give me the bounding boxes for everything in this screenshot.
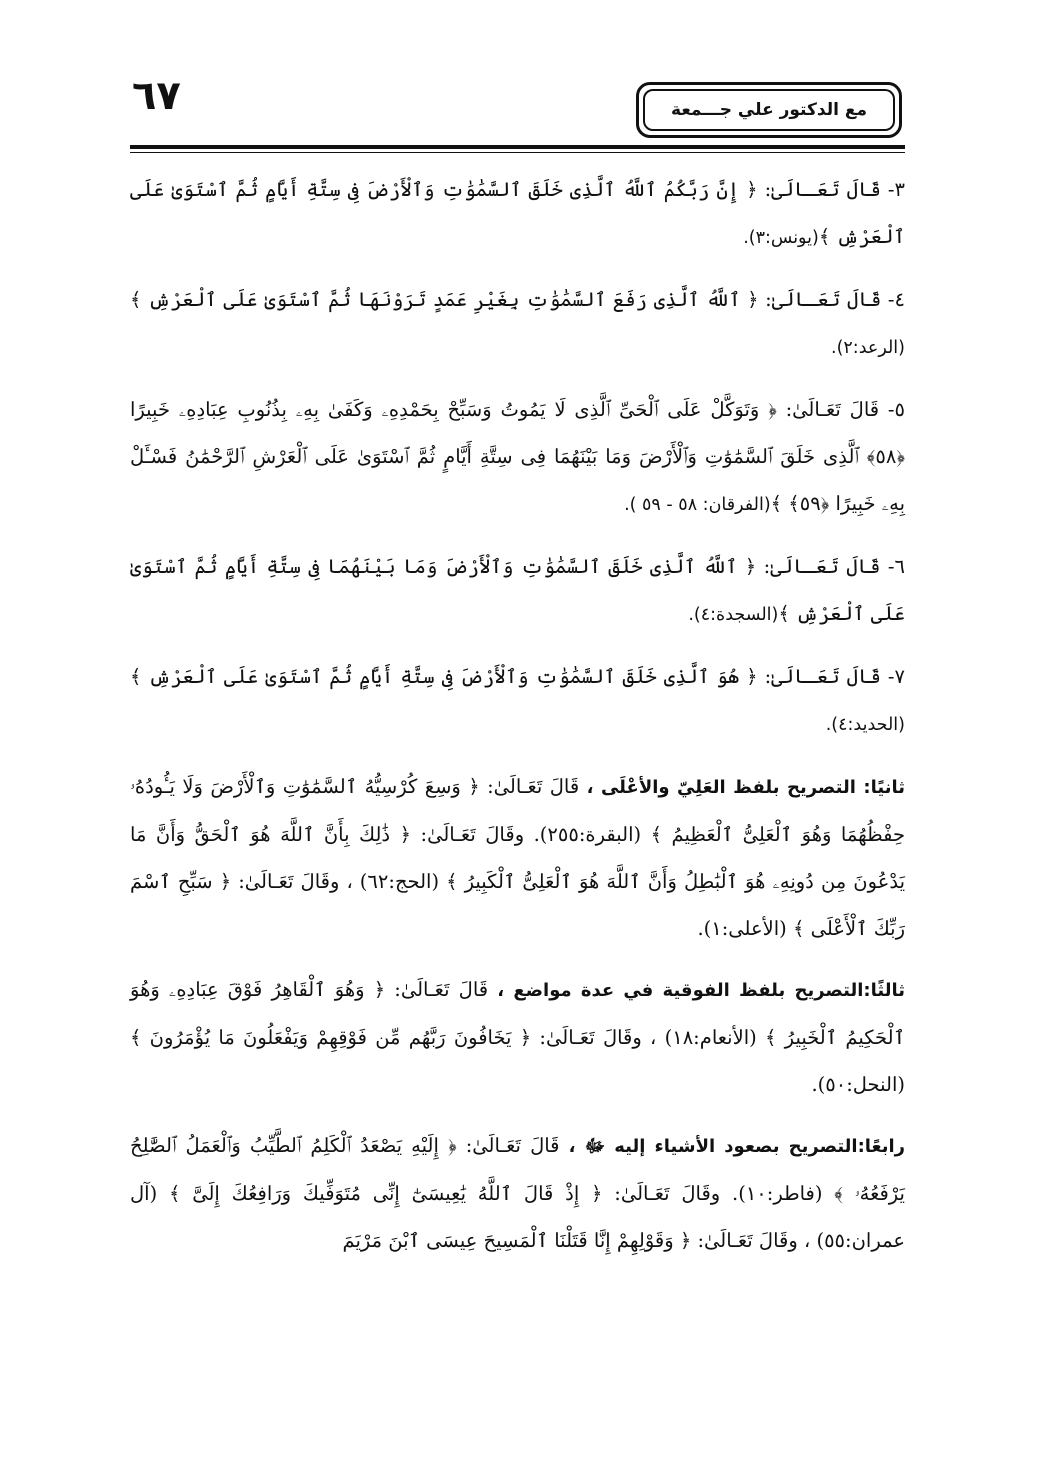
- header-rule: [130, 145, 905, 149]
- verse-reference: (السجدة:٤).: [688, 605, 779, 625]
- verse-item-lead: ٤- قَالَ تَعَـالَىٰ:: [758, 288, 905, 311]
- section-fourth: [130, 1122, 905, 1264]
- verse-reference: (يونس:٣).: [743, 228, 819, 248]
- verse-item-5: [130, 386, 905, 529]
- verse-quote: ﴿ هُوَ ٱلَّذِى خَلَقَ ٱلسَّمَٰوَٰتِ وَٱلْأَرْضَ فِى سِتَّةِ أَيَّامٍ ثُمَّ ٱسْتَوَىٰ عَلَى ٱلْعَرْشِ ﴾: [130, 665, 758, 688]
- verse-quote: ﴿ ٱللَّهُ ٱلَّذِى خَلَقَ ٱلسَّمَٰوَٰتِ وَٱلْأَرْضَ وَمَا بَيْنَهُمَا فِى سِتَّةِ أَيَّامٍ ثُمَّ ٱسْتَوَىٰ عَلَى ٱلْعَرْشِ ﴾: [130, 555, 905, 625]
- verse-item-lead: ٦- قَالَ تَعَـالَىٰ:: [756, 555, 905, 578]
- running-header-box: [636, 82, 902, 138]
- verse-item-4: [130, 276, 905, 372]
- section-third: [130, 966, 905, 1108]
- verse-reference: (الحديد:٤).: [825, 715, 905, 735]
- page-body: [130, 166, 905, 1273]
- verse-quote: ﴿ ٱللَّهُ ٱلَّذِى رَفَعَ ٱلسَّمَٰوَٰتِ بِغَيْرِ عَمَدٍ تَرَوْنَهَا ثُمَّ ٱسْتَوَىٰ عَلَى ٱلْعَرْشِ ﴾: [130, 288, 759, 311]
- section-heading: ثالثًا:التصريح بلفظ الفوقية في عدة مواضع ،: [488, 980, 906, 1001]
- verse-quote: ﴿ وَتَوَكَّلْ عَلَى ٱلْحَىِّ ٱلَّذِى لَا يَمُوتُ وَسَبِّحْ بِحَمْدِهِۦ وَكَفَىٰ بِهِۦ بِذُنُوبِ عِبَادِهِۦ خَبِيرًا ﴿٥٨﴾ ٱلَّذِى خَلَقَ ٱلسَّمَٰوَٰتِ وَٱلْأَرْضَ وَمَا بَيْنَهُمَا فِى سِتَّةِ أَيَّامٍ ثُمَّ ٱسْتَوَىٰ عَلَى ٱلْعَرْشِ ٱلرَّحْمَٰنُ فَسْـَٔلْ بِهِۦ خَبِيرًا ﴿٥٩﴾ ﴾: [130, 398, 905, 515]
- section-heading: ثانيًا: التصريح بلفظ العَلِيّ والأعْلَى ،: [579, 777, 905, 798]
- section-text: قَالَ تَعَـالَىٰ: ﴿ وَسِعَ كُرْسِيُّهُ ٱلسَّمَٰوَٰتِ وَٱلْأَرْضَ وَلَا يَـُٔودُهُۥ حِفْظُهُمَا وَهُوَ ٱلْعَلِىُّ ٱلْعَظِيمُ ﴾ (البقرة:٢٥٥). وقَالَ تَعَـالَىٰ: ﴿ ذَٰلِكَ بِأَنَّ ٱللَّهَ هُوَ ٱلْحَقُّ وَأَنَّ مَا يَدْعُونَ مِن دُونِهِۦ هُوَ ٱلْبَٰطِلُ وَأَنَّ ٱللَّهَ هُوَ ٱلْعَلِىُّ ٱلْكَبِيرُ ﴾ (الحج:٦٢) ، وقَالَ تَعَـالَىٰ: ﴿ سَبِّحِ ٱسْمَ رَبِّكَ ٱلْأَعْلَى ﴾ (الأعلى:١).: [130, 775, 906, 940]
- verse-item-3: [130, 166, 905, 262]
- verse-item-lead: ٥- قَالَ تَعَـالَىٰ:: [776, 398, 905, 421]
- verse-item-lead: ٧- قَالَ تَعَـالَىٰ:: [757, 665, 905, 688]
- section-heading: رابعًا:التصريح بصعود الأشياء إليه ﷻ ،: [559, 1136, 906, 1157]
- page-number: ٦٧: [132, 73, 181, 119]
- running-header-title: مع الدكتور علي جـــمعة: [643, 89, 895, 131]
- verse-quote: ﴿ إِنَّ رَبَّكُمُ ٱللَّهُ ٱلَّذِى خَلَقَ ٱلسَّمَٰوَٰتِ وَٱلْأَرْضَ فِى سِتَّةِ أَيَّامٍ ثُمَّ ٱسْتَوَىٰ عَلَى ٱلْعَرْشِ ﴾: [130, 178, 905, 248]
- verse-reference: (الفرقان: ٥٨ - ٥٩ ).: [624, 495, 771, 515]
- verse-item-7: [130, 653, 905, 749]
- section-second: [130, 763, 905, 952]
- section-text: قَالَ تَعَـالَىٰ: ﴿ وَهُوَ ٱلْقَاهِرُ فَوْقَ عِبَادِهِۦ وَهُوَ ٱلْحَكِيمُ ٱلْخَبِيرُ ﴾ (الأنعام:١٨) ، وقَالَ تَعَـالَىٰ: ﴿ يَخَافُونَ رَبَّهُم مِّن فَوْقِهِمْ وَيَفْعَلُونَ مَا يُؤْمَرُونَ ﴾ (النحل:٥٠).: [130, 978, 906, 1096]
- verse-item-6: [130, 543, 905, 639]
- section-text: قَالَ تَعَـالَىٰ: ﴿ إِلَيْهِ يَصْعَدُ ٱلْكَلِمُ ٱلطَّيِّبُ وَٱلْعَمَلُ ٱلصَّٰلِحُ يَرْفَعُهُۥ ﴾ (فاطر:١٠). وقَالَ تَعَـالَىٰ: ﴿ إِذْ قَالَ ٱللَّهُ يَٰعِيسَىٰٓ إِنِّى مُتَوَفِّيكَ وَرَافِعُكَ إِلَىَّ ﴾ (آل عمران:٥٥) ، وقَالَ تَعَـالَىٰ: ﴿ وَقَوْلِهِمْ إِنَّا قَتَلْنَا ٱلْمَسِيحَ عِيسَى ٱبْنَ مَرْيَمَ: [130, 1134, 905, 1252]
- verse-item-lead: ٣- قَالَ تَعَـالَىٰ:: [757, 178, 905, 201]
- header-rule-thin: [130, 152, 905, 153]
- verse-reference: (الرعد:٢).: [831, 338, 905, 358]
